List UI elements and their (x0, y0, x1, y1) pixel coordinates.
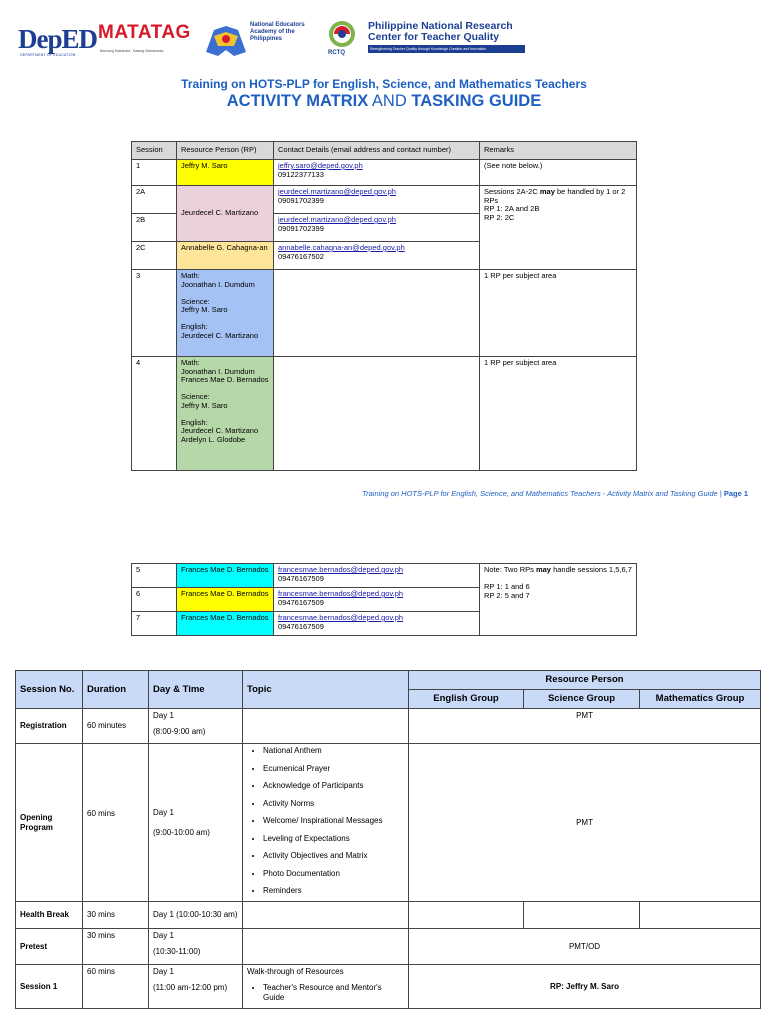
neap-logo (204, 22, 310, 62)
rp-name: Jeurdecel C. Martizano (181, 426, 259, 435)
phone-number: 09122377133 (278, 169, 324, 179)
rp-name: Joonathan I. Dumdum (181, 279, 255, 289)
day: Day 1 (153, 931, 174, 940)
list-item: • Leveling of Expectations (263, 834, 404, 844)
session-number: 2B (132, 214, 177, 242)
session-number: 7 (132, 612, 177, 636)
rctq-label: RCTQ (328, 50, 345, 56)
session-name: Health Break (16, 902, 83, 929)
header-english-group: English Group (409, 690, 524, 709)
topic (243, 929, 409, 965)
session-name: Opening Program (16, 744, 83, 902)
time: (10:30-11:00) (153, 947, 201, 956)
session-name: Registration (16, 709, 83, 744)
email-link[interactable]: francesmae.bernados@deped.gov.ph (278, 565, 404, 574)
table-row (132, 160, 637, 186)
subject-label: English: (181, 417, 208, 427)
matatag-logo (98, 22, 191, 60)
duration: 60 mins (83, 965, 149, 1009)
list-item: • Ecumenical Prayer (263, 764, 404, 774)
contact-details (274, 588, 480, 612)
list-item: • Activity Norms (263, 799, 404, 809)
email-link[interactable]: jeffry.saro@deped.gov.ph (278, 161, 363, 170)
time: (9:00-10:00 am) (153, 827, 210, 837)
phone-number: 09476167502 (278, 251, 324, 261)
activity-matrix-table (15, 670, 761, 1009)
resource-person: Frances Mae D. Bernados (177, 588, 274, 612)
time: (8:00-9:00 am) (153, 727, 206, 736)
title-part-tasking-guide: TASKING GUIDE (411, 92, 542, 110)
resource-person: Annabelle G. Cahagna-an (177, 242, 274, 270)
remarks-text: RP 2: 2C (484, 212, 515, 222)
rctq-emblem-icon (322, 20, 362, 52)
session-number: 2A (132, 186, 177, 214)
contact-details (274, 564, 480, 588)
remarks (480, 186, 637, 270)
phone-number: 09091702399 (278, 195, 324, 205)
resource-person-table (131, 141, 637, 471)
header-science-group: Science Group (524, 690, 640, 709)
subject-label: Math: (181, 358, 200, 367)
rctq-tagline: Strengthening Teacher Quality through Knowledge Creation and Innovation (368, 45, 525, 53)
subject-label: English: (181, 322, 208, 331)
document-title (0, 92, 768, 111)
day: Day 1 (153, 711, 174, 720)
header-day-time: Day & Time (149, 671, 243, 709)
remarks-text: Note: Two RPs (484, 565, 536, 574)
session-number: 4 (132, 357, 177, 471)
table-header-row (16, 671, 761, 690)
resource-person: RP: Jeffry M. Saro (409, 965, 761, 1009)
rctq-title: Philippine National Research Center for Teacher Quality (368, 20, 513, 43)
day: Day 1 (153, 967, 174, 976)
day-time: Day 1 (10:00-10:30 am) (149, 902, 243, 929)
resource-person: Frances Mae D. Bernados (177, 612, 274, 636)
english-group-rp (409, 902, 524, 929)
matatag-logo-text: MATATAG (98, 22, 191, 43)
rctq-logo (322, 20, 527, 60)
resource-person: PMT (409, 709, 761, 744)
table-row (132, 270, 637, 357)
resource-person: PMT/OD (409, 929, 761, 965)
remarks: 1 RP per subject area (480, 270, 637, 357)
list-item: • Activity Objectives and Matrix (263, 851, 404, 861)
remarks-text: handle sessions 1,5,6,7 (550, 565, 632, 574)
remarks-text: RP 1: 2A and 2B (484, 204, 540, 213)
contact-details (274, 357, 480, 471)
rp-name: Joonathan I. Dumdum (181, 366, 255, 376)
resource-person (177, 357, 274, 471)
table-row (16, 744, 761, 902)
page-number: Page 1 (723, 489, 748, 498)
topic-list (247, 983, 404, 1003)
day-time (149, 709, 243, 744)
topic (243, 744, 409, 902)
list-item: • Reminders (263, 886, 404, 896)
resource-person (177, 270, 274, 357)
remarks-emphasis: may (535, 565, 551, 574)
remarks-text: be handled by 1 or 2 RPs (484, 187, 626, 205)
phone-number: 09476167509 (278, 621, 324, 631)
footer-text: Training on HOTS-PLP for English, Science, and Mathematics Teachers - Activity Matrix and Tasking Guide | (362, 489, 724, 498)
remarks-emphasis: may (539, 187, 555, 196)
resource-person: PMT (409, 744, 761, 902)
topic-title: Walk-through of Resources (247, 967, 344, 976)
day: Day 1 (153, 807, 174, 817)
page-footer (0, 489, 748, 498)
document-subtitle: Training on HOTS-PLP for English, Science, and Mathematics Teachers (181, 77, 587, 91)
duration: 60 mins (83, 744, 149, 902)
remarks-text: Sessions 2A-2C (484, 187, 540, 196)
resource-person-table-continued (131, 563, 637, 636)
header-session-no: Session No. (16, 671, 83, 709)
session-number: 2C (132, 242, 177, 270)
contact-details (274, 270, 480, 357)
header-duration: Duration (83, 671, 149, 709)
table-header-row (132, 142, 637, 160)
table-row (132, 564, 637, 588)
topic (243, 965, 409, 1009)
remarks-text: RP 2: 5 and 7 (484, 590, 530, 600)
day-time (149, 929, 243, 965)
table-row (16, 965, 761, 1009)
neap-emblem-icon (204, 22, 248, 60)
deped-logo (18, 24, 98, 60)
header-mathematics-group: Mathematics Group (640, 690, 761, 709)
rp-name: Frances Mae D. Bernados (181, 375, 269, 384)
contact-details (274, 186, 480, 214)
table-row (132, 357, 637, 471)
email-link[interactable]: francesmae.bernados@deped.gov.ph (278, 589, 404, 598)
resource-person: Frances Mae D. Bernados (177, 564, 274, 588)
duration: 30 mins (83, 929, 149, 965)
header-remarks: Remarks (480, 142, 637, 160)
remarks: 1 RP per subject area (480, 357, 637, 471)
remarks-text: RP 1: 1 and 6 (484, 582, 530, 591)
resource-person: Jeurdecel C. Martizano (177, 186, 274, 242)
phone-number: 09476167509 (278, 597, 324, 607)
deped-logo-subtext: DEPARTMENT OF EDUCATION (20, 53, 76, 57)
rp-name: Jeurdecel C. Martizano (181, 330, 259, 340)
phone-number: 09091702399 (278, 223, 324, 233)
session-number: 3 (132, 270, 177, 357)
header-session: Session (132, 142, 177, 160)
title-part-and: AND (368, 92, 412, 110)
duration: 30 mins (83, 902, 149, 929)
duration: 60 minutes (83, 709, 149, 744)
resource-person: Jeffry M. Saro (177, 160, 274, 186)
list-item: • Welcome/ Inspirational Messages (263, 816, 404, 826)
list-item: • Teacher's Resource and Mentor's Guide (263, 983, 404, 1003)
rp-name: Jeffry M. Saro (181, 400, 228, 410)
time: (11:00 am-12:00 pm) (153, 983, 228, 992)
mathematics-group-rp (640, 902, 761, 929)
remarks (480, 564, 637, 636)
session-number: 6 (132, 588, 177, 612)
phone-number: 09476167509 (278, 573, 324, 583)
subject-label: Math: (181, 271, 200, 280)
email-link[interactable]: jeurdecel.martizano@deped.gov.ph (278, 215, 396, 224)
list-item: • Photo Documentation (263, 869, 404, 879)
contact-details (274, 242, 480, 270)
email-link[interactable]: jeurdecel.martizano@deped.gov.ph (278, 187, 396, 196)
rp-name: Jeffry M. Saro (181, 305, 228, 314)
neap-logo-text: National Educators Academy of the Philippines (250, 22, 305, 42)
table-row (16, 709, 761, 744)
session-name: Pretest (16, 929, 83, 965)
contact-details (274, 612, 480, 636)
day-time (149, 965, 243, 1009)
deped-logo-text: DepED (18, 24, 98, 54)
science-group-rp (524, 902, 640, 929)
title-part-activity-matrix: ACTIVITY MATRIX (226, 92, 369, 110)
day-time (149, 744, 243, 902)
topic (243, 902, 409, 929)
list-item: • National Anthem (263, 746, 404, 756)
table-row (16, 902, 761, 929)
topic-list (247, 746, 404, 896)
contact-details (274, 160, 480, 186)
table-row (132, 186, 637, 214)
session-name: Session 1 (16, 965, 83, 1009)
header-resource-person: Resource Person (409, 671, 761, 690)
topic (243, 709, 409, 744)
table-row (16, 929, 761, 965)
matatag-logo-subtext: Bansang Makabata · Batang Makabansa (100, 49, 164, 53)
email-link[interactable]: francesmae.bernados@deped.gov.ph (278, 613, 404, 622)
header-contact-details: Contact Details (email address and contact number) (274, 142, 480, 160)
session-number: 1 (132, 160, 177, 186)
subject-label: Science: (181, 392, 210, 401)
session-number: 5 (132, 564, 177, 588)
header-resource-person: Resource Person (RP) (177, 142, 274, 160)
header-topic: Topic (243, 671, 409, 709)
subject-label: Science: (181, 296, 210, 306)
list-item: • Acknowledge of Participants (263, 781, 404, 791)
email-link[interactable]: annabelle.cahagna-an@deped.gov.ph (278, 243, 405, 252)
remarks: (See note below.) (480, 160, 637, 186)
rp-name: Ardelyn L. Glodobe (181, 434, 246, 444)
contact-details (274, 214, 480, 242)
